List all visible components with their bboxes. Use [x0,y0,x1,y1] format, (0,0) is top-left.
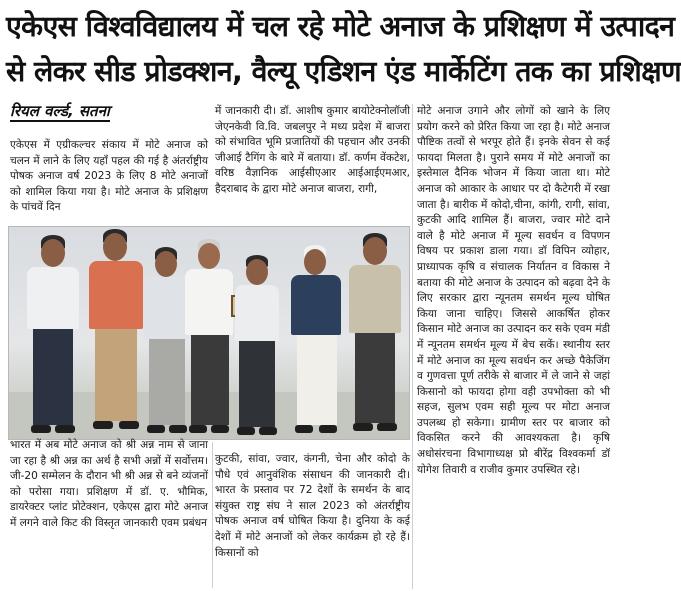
headline-line-1: एकेएस विश्वविद्यालय में चल रहे मोटे अनाज के प्रशिक्षण में उत्पादन [6,10,675,43]
headline [6,4,681,94]
photo-person [343,233,405,441]
news-photo [8,226,410,440]
paragraph-col1-top: एकेएस में एग्रीकल्चर संकाय में मोटे अनाज को चलन में लाने के लिए यहाँ पहल की गई है अंतर्राष्ट्रीय पोषक अनाज वर्ष 2023 के लिए 8 मोटे अनाजों को शामिल किया गया है। मोटे अनाज के प्रशिक्षण के पांचवें दिन [10,139,208,214]
article-column-2-bottom [215,452,410,588]
paragraph-col2-bottom: कुटकी, सांवा, ज्वार, कंगनी, चेना और कोदो के पौधे एवं आनुवंशिक संसाधन की जानकारी दी। भारत के प्रस्ताव पर 72 देशों के समर्थन के बाद संयुक्त राष्ट्र संघ ने साल 2023 को अंतर्राष्ट्रीय पोषक अनाज वर्ष घोषित किया है। दुनिया के कई देशों में मोटे अनाजों को लेकर कार्यक्रम हो रहे हैं। किसानों को [215,453,410,559]
byline [10,101,210,123]
photo-person [181,239,237,441]
paragraph-col2-top: में जानकारी दी। डॉ. आशीष कुमार बायोटेक्नोलॉजी जेएनकेवी वि.वि. जबलपुर ने मध्य प्रदेश में बाजरा को संभावित भूमि प्रजातियों की पहचान और उनकी जीआई टैगिंग के बारे में बताया। डॉ. कर्णम वेंकटेश, वरिष्ठ वैज्ञानिक आईसीएआर आईआईएमआर, हैदराबाद के द्वारा मोटे अनाज बाजरा, रागी, [215,105,410,195]
photo-person [285,245,345,441]
article-column-1-top [10,138,208,224]
article-column-1-bottom [10,438,208,588]
article-column-3 [417,104,610,589]
column-divider [412,104,413,589]
paragraph-col1-bottom: भारत में अब मोटे अनाज को श्री अन्न नाम से जाना जा रहा है श्री अन्न का अर्थ है सभी अन्नों में सर्वोत्तम। जी-20 सम्मेलन के दौरान भी श्री अन्न से बने व्यंजनों को परोसा गया। प्रशिक्षण में डॉ. ए. भौमिक, डायरेक्टर प्लांट प्रोटेक्शन, एकेएस द्वारा मोटे अनाज में लगने वाले किट की विस्तृत जानकारी एवम प्रबंधन [10,439,208,529]
article-column-2-top [215,104,410,226]
column-divider [212,442,213,588]
paragraph-col3: मोटे अनाज उगाने और लोगों को खाने के लिए प्रयोग करने को प्रेरित किया जा रहा है। मोटे अनाज पौष्टिक तत्वों से भरपूर होते हैं। इनके सेवन से कई फायदा मिलता है। पुराने समय में मोटे अनाजों का इस्तेमाल दैनिक भोजन में किया जाता था। मोटे अनाज को आकार के आधार पर दो कैटेगरी में रखा जाता है। बारीक में कोदो,चीना, कांगी, रागी, सांवा, कुटकी आदि शामिल हैं। बाजरा, ज्वार मोटे दाने वाले है मोटे अनाज में मूल्य सवर्धन व विपणन विषय पर प्रकाश डाला गया। डॉ विपिन व्योहार, प्राध्यापक कृषि व संचालक निर्यातन व विकास ने बताया की मोटे अनाज के उत्पादन को बढ़वा देने के लिए सरकार द्वारा न्यूनतम समर्थन मूल्य घोषित किया जाना चाहिए। जिससे आकर्षित होकर किसान मोटे अनाज का उत्पादन कर सके एवम मंडी में न्यूनतम समर्थन मूल्य में बेच सकें। स्थानीय स्तर में मोटे अनाज का मूल्य सवर्धन कर अच्छे पैकेजिंग व गुणवत्ता पूर्ण तरीके से बाजार में ले जाने से जहां किसानो को फायदा होगा वही उपभोक्ता को भी सहज, सुलभ एवम सही मूल्य पर मोटा अनाज उपलब्ध हो सकेगा। ग्रामीण स्तर पर बाजार को विकसित करने की आवश्यकता है। कृषि अधोसंरचना विभागाध्यक्ष प्रो बीरेंद्र विश्वकर्मा डॉ योगेश तिवारी व राजीव कुमार उपस्थित रहे। [417,105,610,476]
photo-person [231,255,283,441]
photo-person [83,229,145,441]
photo-person [21,235,81,441]
byline-text: रियल वर्ल्ड, सतना [10,102,110,120]
headline-line-2: से लेकर सीड प्रोडक्शन, वैल्यू एडिशन एंड मार्केटिंग तक का प्रशिक्षण [6,55,681,88]
